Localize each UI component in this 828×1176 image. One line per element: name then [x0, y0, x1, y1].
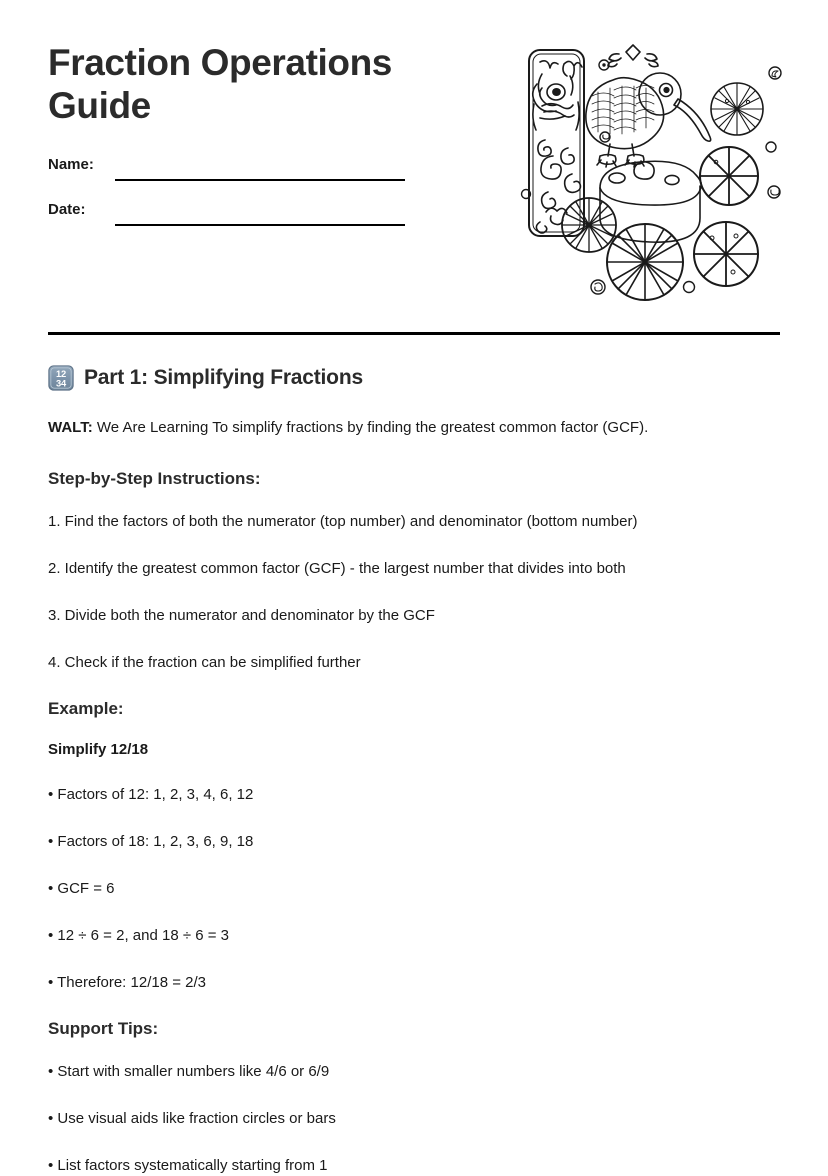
date-field-label: Date:: [48, 201, 86, 218]
fractions-kiwi-cake-illustration: [520, 44, 788, 308]
part1-heading-text: Part 1: Simplifying Fractions: [84, 366, 363, 389]
example-bullet: • GCF = 6: [48, 879, 115, 897]
walt-label: WALT:: [48, 419, 93, 436]
example-bullet: • Factors of 18: 1, 2, 3, 6, 9, 18: [48, 832, 254, 850]
support-tip-bullet: • Use visual aids like fraction circles or bars: [48, 1109, 336, 1127]
date-field-row: [48, 195, 408, 240]
name-field-row: [48, 150, 408, 195]
carved-panel: [529, 50, 584, 236]
student-fields: [48, 150, 408, 240]
support-tip-bullet: • Start with smaller numbers like 4/6 or 6/9: [48, 1062, 330, 1080]
fraction-circle-8-lower: [694, 222, 758, 286]
name-field-label: Name:: [48, 156, 94, 173]
example-problem: Simplify 12/18: [48, 740, 149, 758]
support-tips-heading: Support Tips:: [48, 1018, 159, 1038]
instruction-step: 3. Divide both the numerator and denominator by the GCF: [48, 606, 435, 624]
input-numbers-icon: [48, 365, 74, 391]
walt-statement: [48, 417, 780, 439]
worksheet-header: [48, 0, 780, 290]
page-title: Fraction Operations Guide: [48, 42, 392, 126]
kiwi-bird: [586, 45, 711, 167]
date-field-input-line[interactable]: [115, 224, 405, 226]
fraction-circle-8-upper: [700, 147, 758, 205]
example-bullet: • Therefore: 12/18 = 2/3: [48, 973, 206, 991]
example-heading: Example:: [48, 698, 124, 718]
fraction-circle-12-bottom: [607, 224, 683, 300]
svg-text:12: 12: [55, 369, 67, 380]
example-bullet: • Factors of 12: 1, 2, 3, 4, 6, 12: [48, 785, 254, 803]
name-field-input-line[interactable]: [115, 179, 405, 181]
example-bullet: • 12 ÷ 6 = 2, and 18 ÷ 6 = 3: [48, 926, 230, 944]
instruction-step: 2. Identify the greatest common factor (GCF) - the largest number that divides into both: [48, 559, 626, 577]
svg-text:34: 34: [55, 378, 67, 389]
fraction-circle-12: [711, 83, 763, 135]
fraction-circle-12-left: [562, 198, 616, 252]
header-divider: [48, 332, 780, 335]
worksheet-content: [48, 335, 780, 1176]
instruction-step: 1. Find the factors of both the numerator (top number) and denominator (bottom number): [48, 512, 638, 530]
walt-text: We Are Learning To simplify fractions by finding the greatest common factor (GCF).: [96, 419, 649, 436]
instruction-step: 4. Check if the fraction can be simplified further: [48, 653, 361, 671]
instructions-heading: Step-by-Step Instructions:: [48, 468, 261, 488]
part1-heading: [48, 365, 780, 391]
support-tip-bullet: • List factors systematically starting from 1: [48, 1156, 328, 1174]
